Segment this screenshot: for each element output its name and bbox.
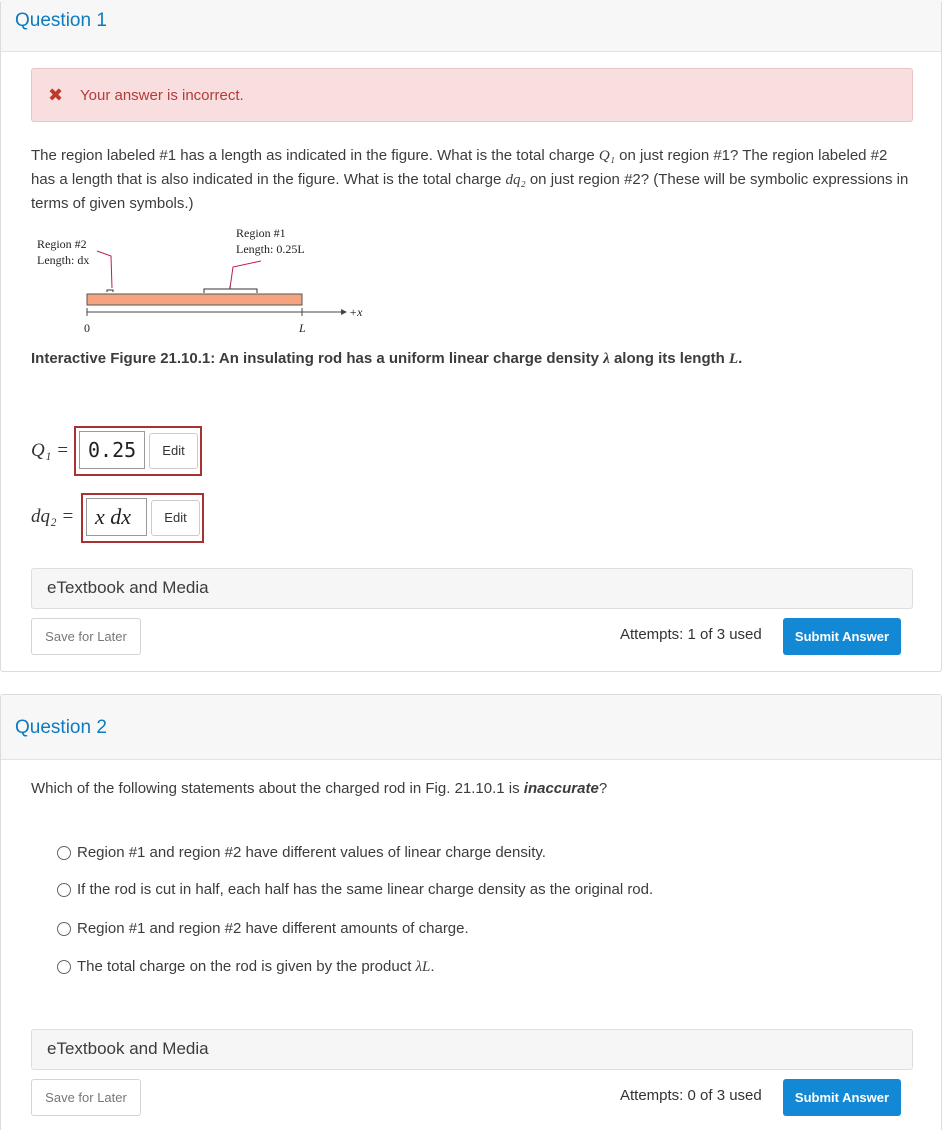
region1-length: Length: 0.25L: [236, 242, 305, 256]
option-3-label: Region #1 and region #2 have different amounts of charge.: [77, 920, 469, 937]
region1-title: Region #1: [236, 228, 286, 240]
region2-length: Length: dx: [37, 253, 90, 267]
region2-title: Region #2: [37, 237, 87, 251]
dq2-answer-label: dq₂ =: [31, 506, 75, 527]
question-2-header: [1, 695, 941, 760]
dq2-edit-button[interactable]: Edit: [151, 500, 200, 536]
save-for-later-button-2[interactable]: Save for Later: [31, 1079, 141, 1116]
submit-answer-button[interactable]: Submit Answer: [783, 618, 901, 655]
q1-answer-label: Q₁ =: [31, 440, 69, 461]
attempts-text-2: Attempts: 0 of 3 used: [620, 1087, 762, 1104]
q1-symbol: Q₁: [598, 148, 615, 164]
rod-figure: [31, 228, 371, 340]
question-2-text: Which of the following statements about the charged rod in Fig. 21.10.1 is inaccurate?: [31, 780, 608, 797]
lambda-L-symbol: λL: [415, 959, 431, 975]
axis-arrow: [341, 309, 347, 315]
radio-button[interactable]: [57, 922, 71, 936]
x-icon: ✖: [48, 85, 64, 105]
region2-pointer: [97, 251, 112, 288]
axis-label: +x: [349, 305, 363, 319]
option-2-label: If the rod is cut in half, each half has the same linear charge density as the original rod.: [77, 881, 654, 898]
radio-button[interactable]: [57, 846, 71, 860]
incorrect-alert: [31, 68, 913, 122]
inaccurate-emphasis: inaccurate: [523, 780, 599, 797]
lambda-symbol: λ: [603, 351, 610, 367]
option-1-label: Region #1 and region #2 have different values of linear charge density.: [77, 844, 546, 861]
q1-answer-box: [74, 426, 202, 476]
attempts-text: Attempts: 1 of 3 used: [620, 626, 762, 643]
question-1-header: [1, 0, 941, 52]
question-1-title: Question 1: [15, 10, 107, 31]
submit-answer-button-2[interactable]: Submit Answer: [783, 1079, 901, 1116]
alert-text: Your answer is incorrect.: [80, 87, 244, 104]
question-2-card: [0, 694, 942, 1130]
etextbook-media-bar-2[interactable]: [31, 1029, 913, 1070]
question-1-text: The region labeled #1 has a length as indicated in the figure. What is the total charge Q₁ on just region #1? The region labeled #2 has a length that is also indicated in the figure. What is the total charge dq₂ on just region #2? (These will be symbolic expressions in terms of given symbols.): [31, 147, 909, 212]
question-2-title: Question 2: [15, 717, 107, 738]
charged-rod: [87, 294, 302, 305]
region1-pointer: [230, 261, 261, 288]
q1-answer-input[interactable]: 0.25: [79, 431, 145, 469]
etextbook-media-label-2: eTextbook and Media: [47, 1039, 209, 1058]
dq2-answer-box: [81, 493, 204, 543]
etextbook-media-bar[interactable]: [31, 568, 913, 609]
option-4-label: The total charge on the rod is given by the product λL.: [77, 958, 435, 975]
region2-brace: [107, 290, 113, 292]
radio-button[interactable]: [57, 883, 71, 897]
tick-zero: 0: [84, 321, 90, 335]
dq2-answer-input[interactable]: x dx: [86, 498, 147, 536]
save-for-later-button[interactable]: Save for Later: [31, 618, 141, 655]
etextbook-media-label: eTextbook and Media: [47, 578, 209, 597]
dq2-symbol: dq₂: [505, 172, 526, 188]
q1-edit-button[interactable]: Edit: [149, 433, 198, 469]
region1-brace: [204, 286, 257, 293]
tick-L: L: [299, 321, 306, 335]
L-symbol: L: [728, 351, 739, 367]
radio-button[interactable]: [57, 960, 71, 974]
figure-caption: Interactive Figure 21.10.1: An insulating rod has a uniform linear charge density λ along its length L.: [31, 350, 743, 367]
